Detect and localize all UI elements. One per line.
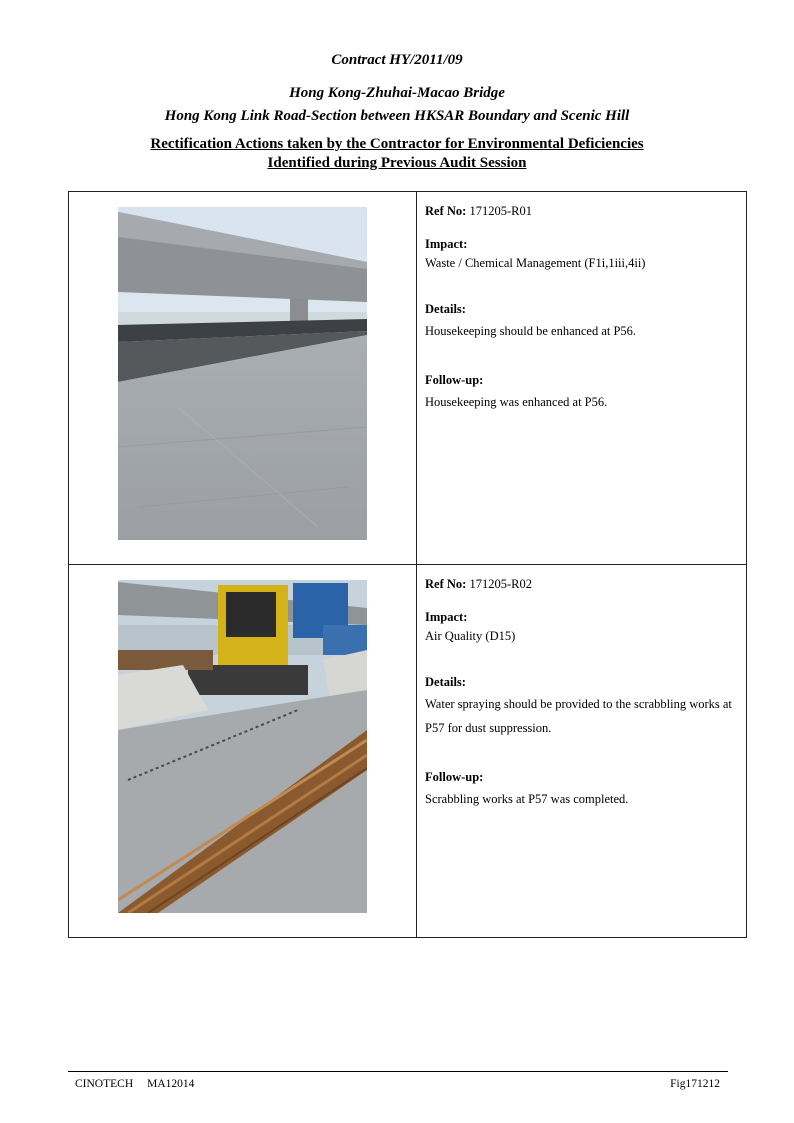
details-label: Details:: [425, 675, 466, 690]
footer-code: MA12014: [147, 1078, 195, 1090]
document-title-line1: Rectification Actions taken by the Contractor for Environmental Deficiencies: [150, 136, 644, 152]
impact-value: Waste / Chemical Management (F1i,1iii,4ii): [425, 255, 646, 270]
info-cell: [417, 192, 747, 565]
table-row: [69, 565, 747, 938]
photo-cell: [69, 192, 417, 565]
follow-up-value: Scrabbling works at P57 was completed.: [425, 791, 629, 806]
impact-label: Impact:: [425, 236, 468, 251]
table-row: [69, 192, 747, 565]
ref-no-label: Ref No:: [425, 577, 467, 591]
contract-number: Contract HY/2011/09: [331, 52, 463, 68]
rectification-table: [68, 191, 747, 938]
site-photo-p57: [118, 580, 367, 913]
project-name-line2: Hong Kong Link Road-Section between HKSAR Boundary and Scenic Hill: [164, 108, 630, 124]
follow-up-label: Follow-up:: [425, 770, 484, 784]
follow-up-value: Housekeeping was enhanced at P56.: [425, 394, 608, 409]
ref-no-value: 171205-R02: [469, 577, 532, 591]
footer-left: [75, 1078, 194, 1090]
document-title-line2: Identified during Previous Audit Session: [267, 155, 527, 171]
details-label: Details:: [425, 302, 466, 317]
footer-figure-number: Fig171212: [670, 1078, 720, 1090]
follow-up-label: Follow-up:: [425, 373, 484, 387]
details-value: Housekeeping should be enhanced at P56.: [425, 324, 637, 338]
footer-divider: [68, 1071, 728, 1072]
ref-no-value: 171205-R01: [469, 204, 532, 218]
footer-company: CINOTECH: [75, 1078, 134, 1090]
ref-no-label: Ref No:: [425, 204, 467, 218]
site-photo-p56: [118, 207, 367, 540]
impact-value: Air Quality (D15): [425, 628, 516, 643]
impact-label: Impact:: [425, 609, 468, 624]
project-name-line1: Hong Kong-Zhuhai-Macao Bridge: [289, 85, 505, 101]
info-cell: [417, 565, 747, 938]
photo-cell: [69, 565, 417, 938]
details-value: Water spraying should be provided to the scrabbling works at P57 for dust suppression.: [425, 697, 732, 735]
